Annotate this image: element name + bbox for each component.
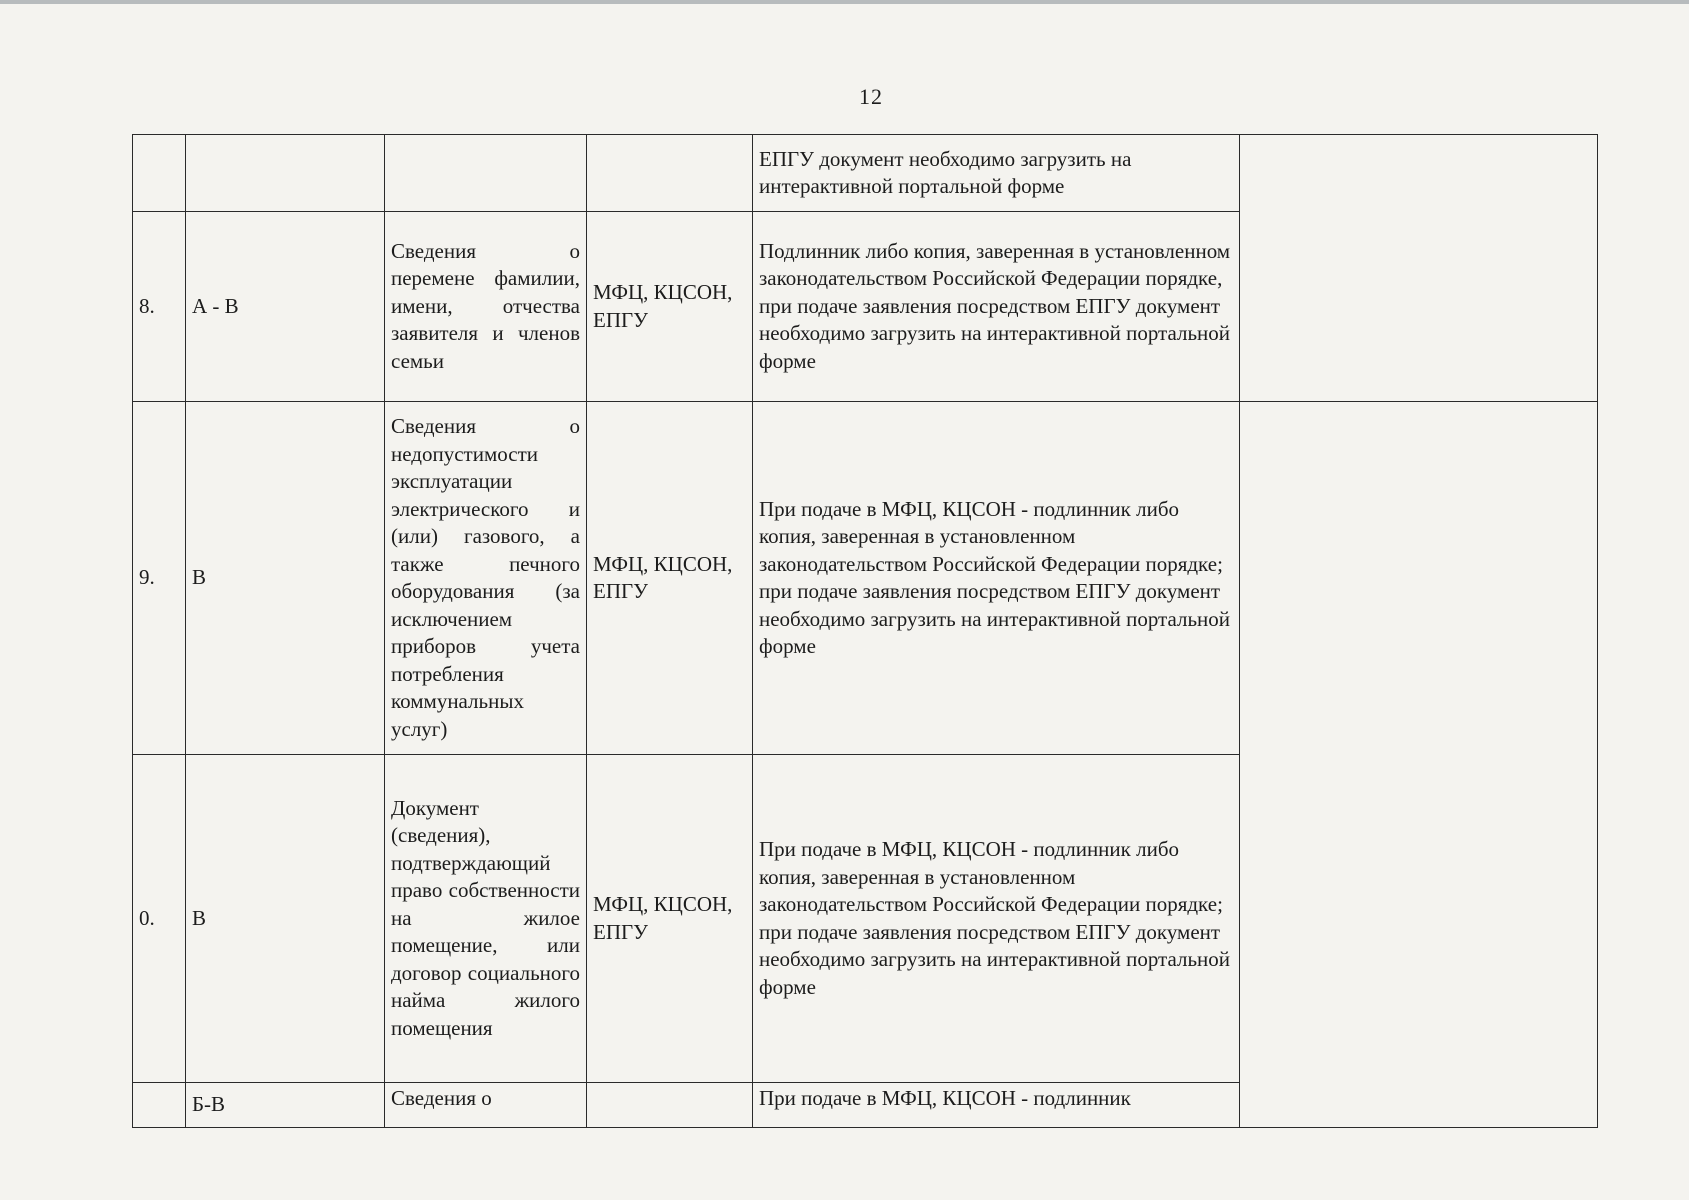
- row-conditions: При подаче в МФЦ, КЦСОН - подлинник: [753, 1083, 1240, 1128]
- row-category: Б-В: [186, 1083, 385, 1128]
- row-document-name: Сведения о: [385, 1083, 587, 1128]
- row-category: А - В: [186, 212, 385, 402]
- row-number: [133, 1083, 186, 1128]
- row-document-name: Сведения о недопустимости эксплуатации электрического и (или) газового, а также печного оборудования (за исключением приборов учета потребления коммунальных услуг): [385, 402, 587, 755]
- row-remarks: [1240, 135, 1598, 402]
- row-number: 0.: [133, 755, 186, 1083]
- row-document-name: [385, 135, 587, 212]
- row-conditions: При подаче в МФЦ, КЦСОН - подлинник либо копия, заверенная в установленном законодательством Российской Федерации порядке; при подаче заявления посредством ЕПГУ документ необходимо загрузить на интерактивной портальной форме: [753, 402, 1240, 755]
- row-conditions: ЕПГУ документ необходимо загрузить на интерактивной портальной форме: [753, 135, 1240, 212]
- row-category: В: [186, 402, 385, 755]
- documents-table: [132, 134, 1598, 1128]
- table-row: [133, 135, 1598, 212]
- row-submission-place: МФЦ, КЦСОН, ЕПГУ: [587, 755, 753, 1083]
- row-category: [186, 135, 385, 212]
- row-remarks: [1240, 402, 1598, 1128]
- row-submission-place: МФЦ, КЦСОН, ЕПГУ: [587, 212, 753, 402]
- row-number: 8.: [133, 212, 186, 402]
- row-category: В: [186, 755, 385, 1083]
- page-number: 12: [859, 84, 883, 109]
- document-sheet: [132, 134, 1597, 1127]
- row-document-name: Документ (сведения), подтверждающий право собственности на жилое помещение, или договор социального найма жилого помещения: [385, 755, 587, 1083]
- row-number: 9.: [133, 402, 186, 755]
- row-conditions: При подаче в МФЦ, КЦСОН - подлинник либо копия, заверенная в установленном законодательством Российской Федерации порядке; при подаче заявления посредством ЕПГУ документ необходимо загрузить на интерактивной портальной форме: [753, 755, 1240, 1083]
- row-submission-place: [587, 1083, 753, 1128]
- row-document-name: Сведения о перемене фамилии, имени, отчества заявителя и членов семьи: [385, 212, 587, 402]
- row-submission-place: [587, 135, 753, 212]
- row-conditions: Подлинник либо копия, заверенная в установленном законодательством Российской Федерации порядке, при подаче заявления посредством ЕПГУ документ необходимо загрузить на интерактивной портальной форме: [753, 212, 1240, 402]
- table-row: [133, 402, 1598, 755]
- row-submission-place: МФЦ, КЦСОН, ЕПГУ: [587, 402, 753, 755]
- row-number: [133, 135, 186, 212]
- scan-edge: [0, 0, 1689, 4]
